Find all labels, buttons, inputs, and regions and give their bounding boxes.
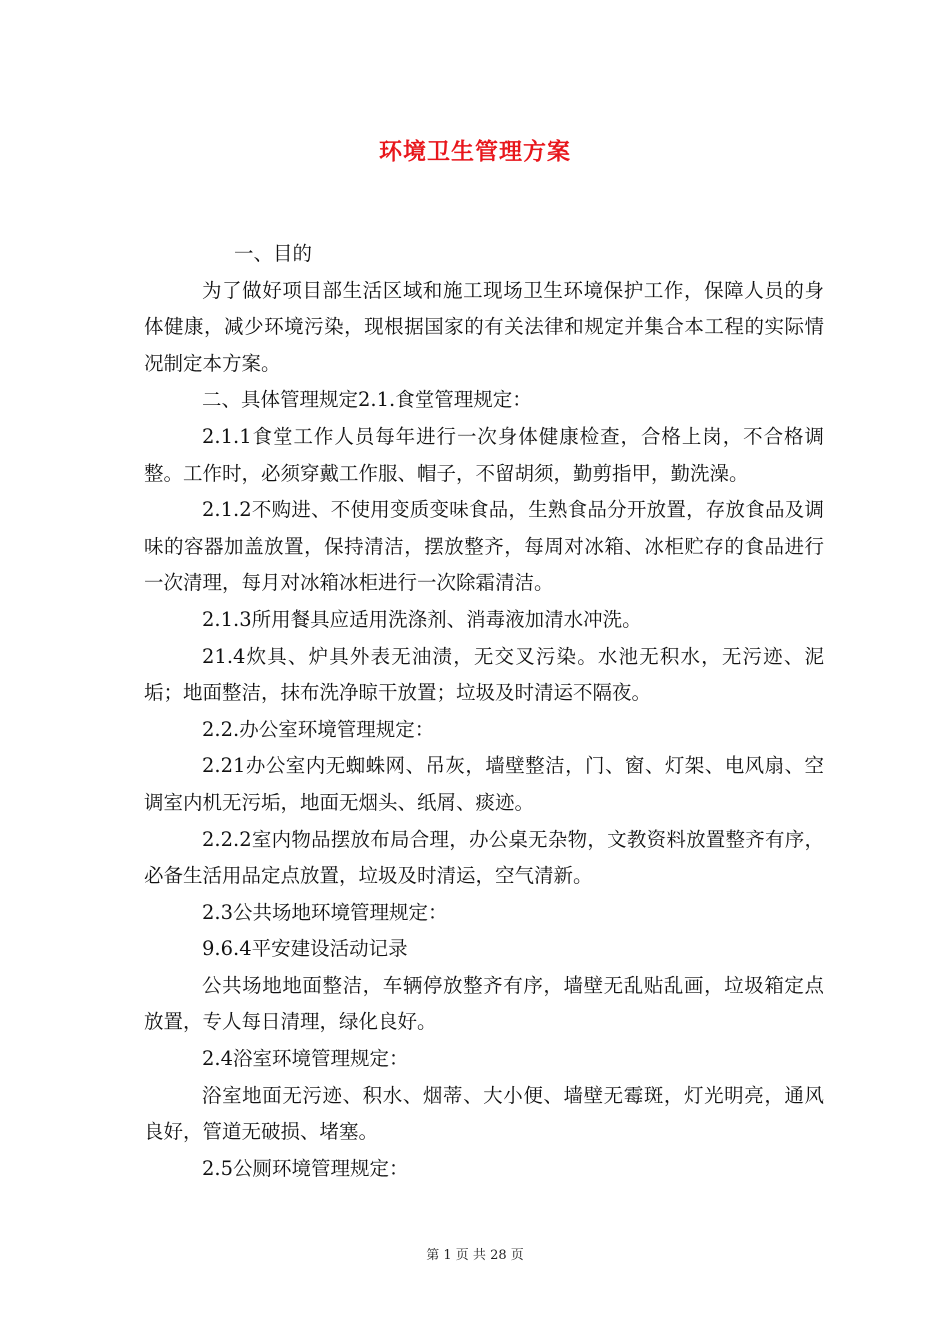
- footer-suffix: 页: [510, 1248, 524, 1263]
- footer-middle: 页 共: [455, 1248, 486, 1263]
- footer-prefix: 第: [426, 1248, 440, 1263]
- paragraph: 21.4炊具、炉具外表无油渍，无交叉污染。水池无积水，无污迹、泥垢；地面整洁，抹布洗净晾干放置；垃圾及时清运不隔夜。: [144, 644, 824, 705]
- paragraph: 公共场地地面整洁，车辆停放整齐有序，墙壁无乱贴乱画，垃圾箱定点放置，专人每日清理，绿化良好。: [144, 973, 824, 1034]
- paragraph: 浴室地面无污迹、积水、烟蒂、大小便、墙壁无霉斑，灯光明亮，通风良好，管道无破损、堵塞。: [144, 1083, 824, 1144]
- paragraph: 9.6.4平安建设活动记录: [202, 937, 408, 961]
- paragraph: 2.3公共场地环境管理规定：: [202, 900, 448, 924]
- paragraph: 2.2.办公室环境管理规定：: [202, 717, 435, 741]
- document-title: 环境卫生管理方案: [379, 138, 571, 165]
- paragraph: 二、具体管理规定2.1.食堂管理规定：: [202, 388, 532, 412]
- page-footer: [0, 1244, 950, 1263]
- paragraph: 2.1.1食堂工作人员每年进行一次身体健康检查，合格上岗，不合格调整。工作时，必须穿戴工作服、帽子，不留胡须，勤剪指甲，勤洗澡。: [144, 424, 824, 485]
- paragraph: 一、目的: [234, 242, 313, 265]
- paragraph: 2.2.2室内物品摆放布局合理，办公桌无杂物，文教资料放置整齐有序，必备生活用品定点放置，垃圾及时清运，空气清新。: [144, 827, 824, 888]
- document-body: [144, 236, 824, 1187]
- paragraph: 为了做好项目部生活区域和施工现场卫生环境保护工作，保障人员的身体健康，减少环境污染，现根据国家的有关法律和规定并集合本工程的实际情况制定本方案。: [144, 278, 824, 375]
- paragraph: 2.21办公室内无蜘蛛网、吊灰，墙壁整洁，门、窗、灯架、电风扇、空调室内机无污垢，地面无烟头、纸屑、痰迹。: [144, 754, 824, 814]
- footer-total-pages: 28: [490, 1248, 507, 1263]
- paragraph: 2.5公厕环境管理规定：: [202, 1156, 409, 1180]
- paragraph: 2.1.3所用餐具应适用洗涤剂、消毒液加清水冲洗。: [202, 607, 642, 631]
- paragraph: 2.4浴室环境管理规定：: [202, 1047, 409, 1071]
- footer-current-page: 1: [443, 1248, 452, 1263]
- paragraph: 2.1.2不购进、不使用变质变味食品，生熟食品分开放置，存放食品及调味的容器加盖放置，保持清洁，摆放整齐，每周对冰箱、冰柜贮存的食品进行一次清理，每月对冰箱冰柜进行一次除霜清洁。: [144, 498, 824, 595]
